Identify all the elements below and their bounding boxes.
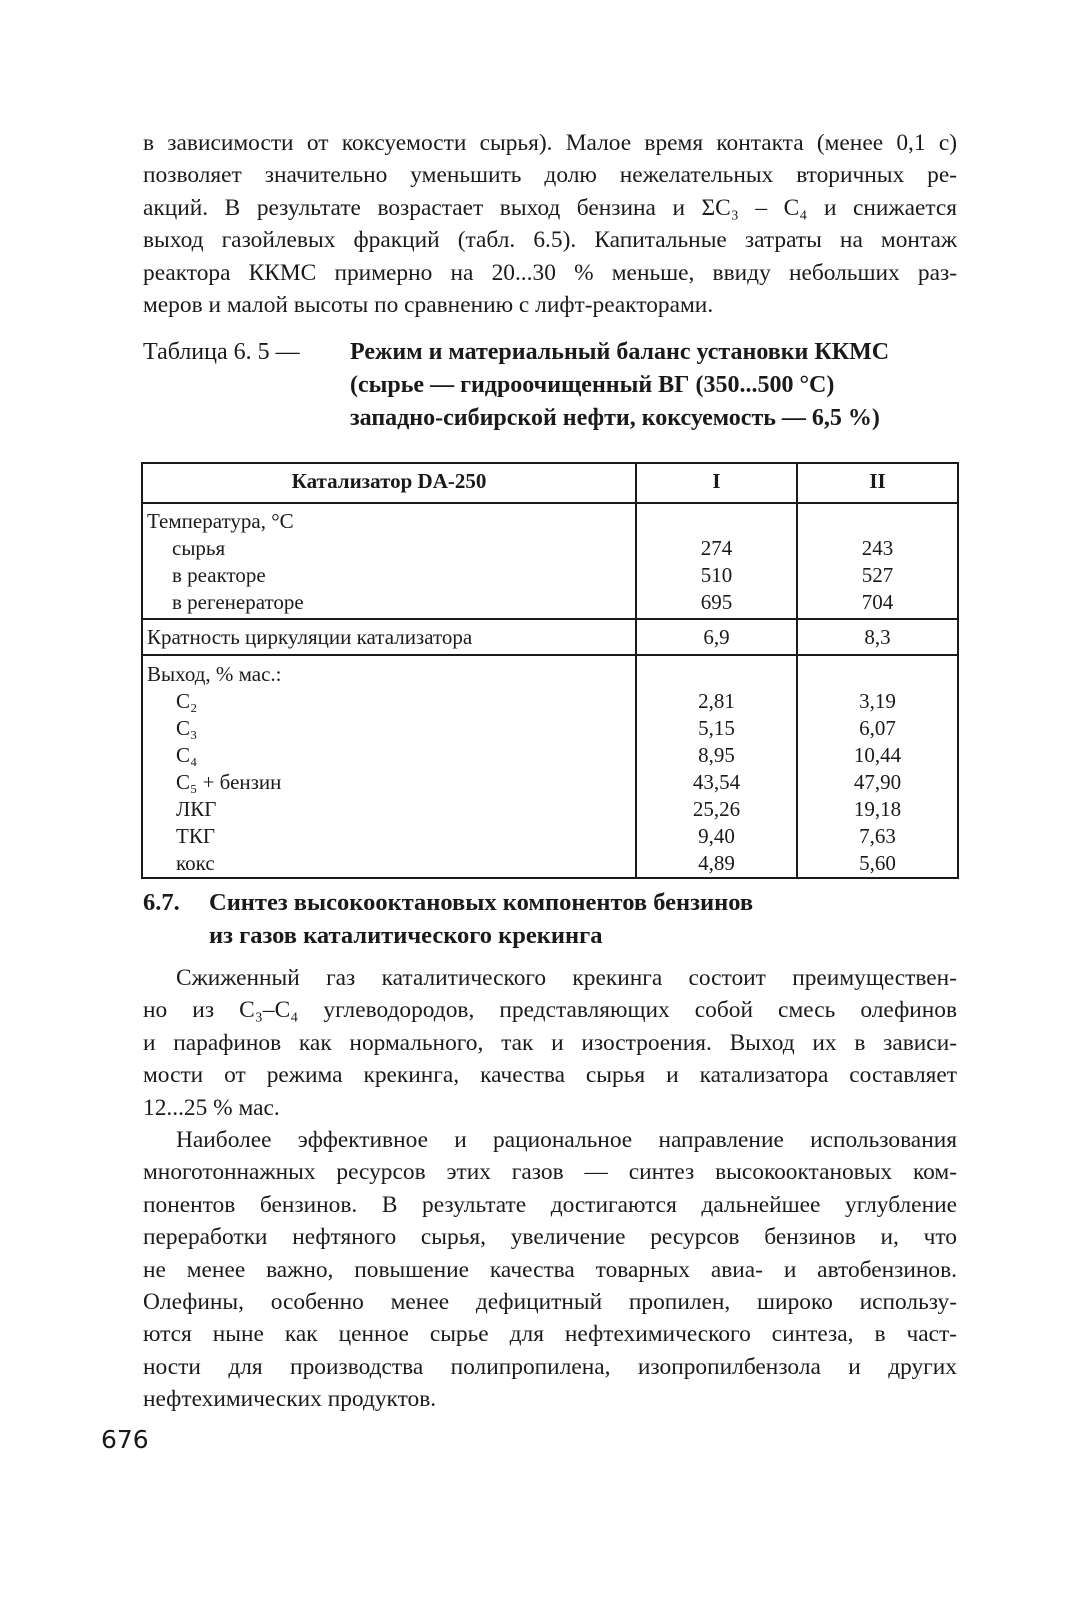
row-label: в регенераторе	[172, 590, 304, 614]
text-line: акций. В результате возрастает выход бензина и ΣC₃ – C₄ и снижается	[143, 194, 957, 221]
table-cell: 7,63	[859, 824, 896, 848]
row-label: Кратность циркуляции катализатора	[147, 625, 473, 649]
table-cell: 243	[861, 536, 894, 560]
intro-paragraph	[143, 127, 957, 321]
text-line: позволяет значительно уменьшить долю нежелательных вторичных ре-	[143, 162, 957, 189]
table-cell: 3,19	[859, 689, 896, 713]
row-label: сырья	[172, 536, 226, 560]
table-cell: 695	[700, 590, 733, 614]
table-cell: 47,90	[853, 770, 902, 794]
text-line: и парафинов как нормального, так и изостроения. Выход их в зависи-	[143, 1029, 957, 1056]
text-line: 12...25 % мас.	[143, 1094, 280, 1121]
row-label: Выход, % мас.:	[147, 662, 282, 686]
caption-line: (сырье — гидроочищенный ВГ (350...500 °С)	[350, 372, 835, 398]
section-title	[209, 886, 753, 952]
row-label: C₂	[176, 689, 198, 713]
row-label: C₅ + бензин	[176, 770, 282, 794]
table-cell: 8,95	[698, 743, 735, 767]
row-label: Температура, °С	[147, 509, 294, 533]
table-caption-label: Таблица 6. 5 —	[143, 339, 300, 365]
table-cell: 704	[861, 590, 894, 614]
text-line: нефтехимических продуктов.	[143, 1386, 437, 1413]
table-cell: 43,54	[692, 770, 741, 794]
caption-line: западно-сибирской нефти, коксуемость — 6,5 %)	[350, 405, 880, 431]
table-header-row	[142, 463, 958, 503]
table-cell: 25,26	[692, 797, 741, 821]
page-number: 676	[101, 1425, 149, 1454]
text-line: понентов бензинов. В результате достигаются дальнейшее углубление	[143, 1191, 957, 1218]
header-catalyst: Катализатор DA-250	[142, 463, 636, 503]
text-line: Наиболее эффективное и рациональное направление использования	[176, 1127, 957, 1153]
text-line: но из C₃–C₄ углеводородов, представляющих собой смесь олефинов	[143, 997, 957, 1024]
header-mode-1: I	[636, 463, 797, 503]
table-cell: 274	[700, 536, 733, 560]
text-line: выход газойлевых фракций (табл. 6.5). Капитальные затраты на монтаж	[143, 227, 957, 254]
table-row-yield	[142, 655, 958, 878]
table-cell: 5,15	[698, 716, 735, 740]
section-title-line: Синтез высокооктановых компонентов бензинов	[209, 889, 754, 916]
text-line: реактора ККМС примерно на 20...30 % меньше, ввиду небольших раз-	[143, 259, 957, 286]
caption-line: Режим и материальный баланс установки ККМС	[350, 339, 890, 365]
row-label: кокс	[176, 851, 215, 875]
table-cell: 5,60	[859, 851, 896, 875]
table-cell: 9,40	[698, 824, 735, 848]
row-label: ЛКГ	[176, 797, 217, 821]
row-label: в реакторе	[172, 563, 266, 587]
table-cell: 19,18	[853, 797, 902, 821]
balance-table	[141, 462, 959, 879]
table-row-circulation	[142, 619, 958, 655]
table-cell: 6,9	[636, 619, 797, 655]
body-paragraph-2	[143, 1124, 957, 1416]
text-line: многотоннажных ресурсов этих газов — синтез высокооктановых ком-	[143, 1159, 957, 1186]
text-line: в зависимости от коксуемости сырья). Малое время контакта (менее 0,1 с)	[143, 130, 957, 156]
header-mode-2: II	[797, 463, 958, 503]
table-row-temperature	[142, 503, 958, 619]
row-label: C₃	[176, 716, 198, 740]
text-line: переработки нефтяного сырья, увеличение ресурсов бензинов и, что	[143, 1224, 957, 1251]
text-line: меров и малой высоты по сравнению с лифт-реакторами.	[143, 291, 714, 318]
table-cell: 2,81	[698, 689, 735, 713]
text-line: мости от режима крекинга, качества сырья и катализатора составляет	[143, 1062, 957, 1089]
table-cell: 4,89	[698, 851, 735, 875]
table-cell: 510	[700, 563, 733, 587]
section-title-line: из газов каталитического крекинга	[209, 922, 603, 949]
table-cell: 10,44	[853, 743, 902, 767]
section-number: 6.7.	[143, 889, 180, 916]
text-line: ности для производства полипропилена, изопропилбензола и других	[143, 1353, 957, 1380]
row-label: C₄	[176, 743, 198, 767]
table-cell: 6,07	[859, 716, 896, 740]
text-line: Олефины, особенно менее дефицитный пропилен, широко использу-	[143, 1288, 957, 1315]
text-line: Сжиженный газ каталитического крекинга состоит преимуществен-	[176, 965, 957, 991]
table-cell: 527	[861, 563, 894, 587]
text-line: не менее важно, повышение качества товарных авиа- и автобензинов.	[143, 1256, 957, 1283]
text-line: ются ныне как ценное сырье для нефтехимического синтеза, в част-	[143, 1321, 957, 1348]
body-paragraph-1	[143, 962, 957, 1124]
table-caption-title	[350, 336, 950, 435]
row-label: ТКГ	[176, 824, 215, 848]
table-cell: 8,3	[797, 619, 958, 655]
